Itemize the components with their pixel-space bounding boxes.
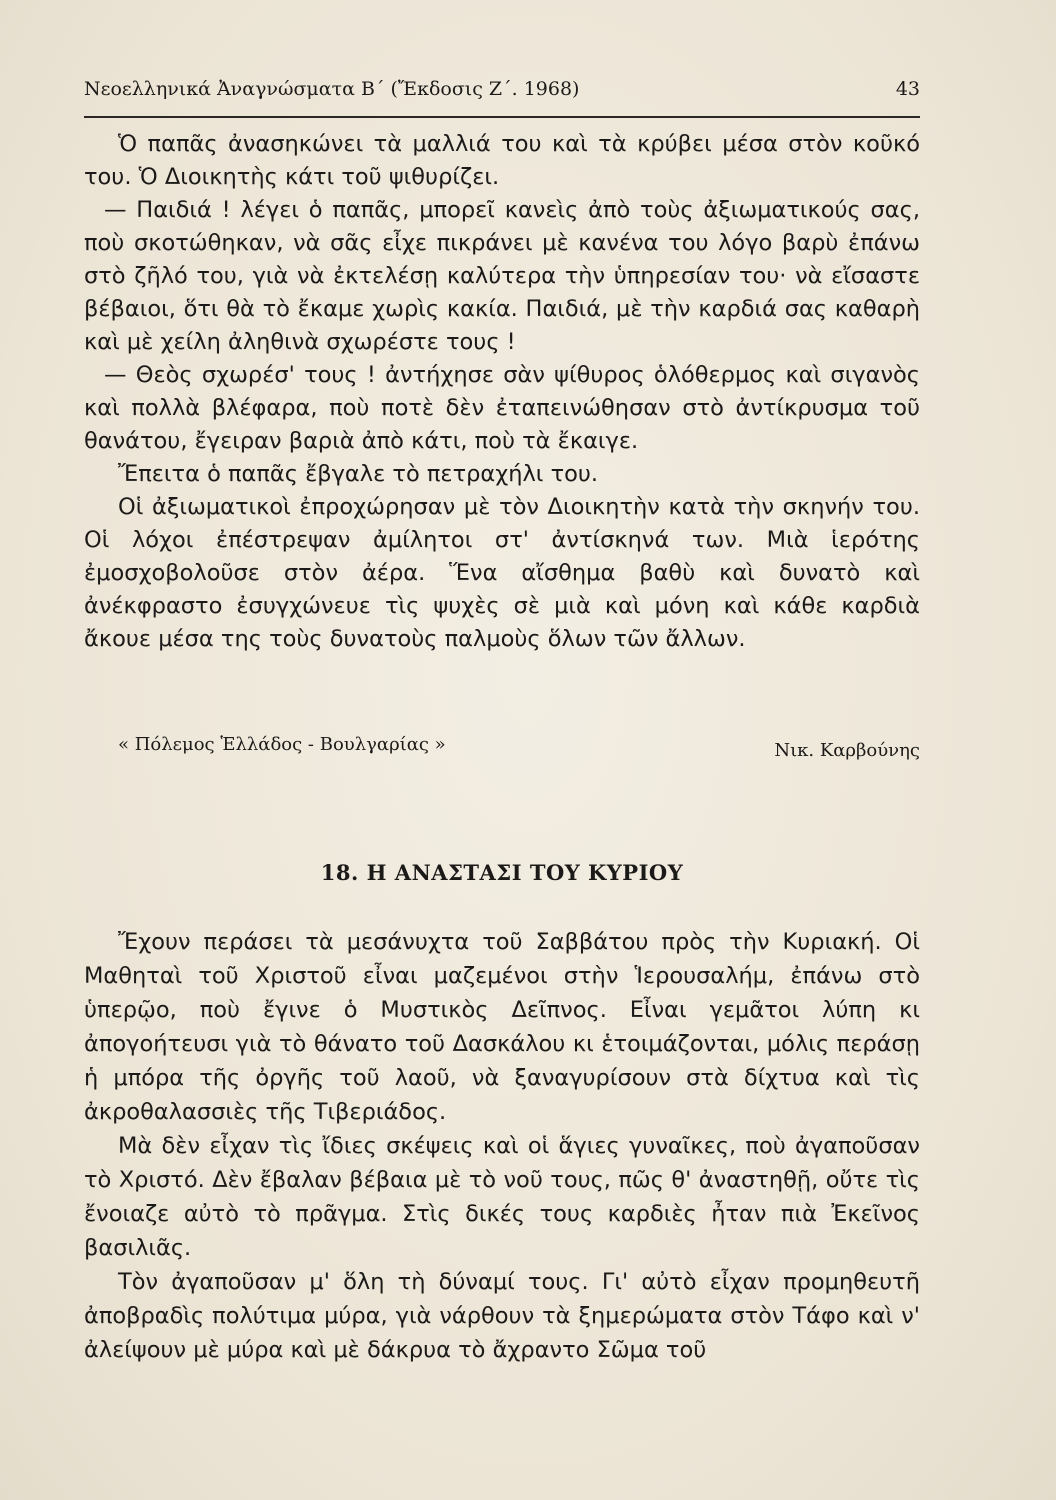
passage-paragraph: Ὁ παπᾶς ἀνασηκώνει τὰ μαλλιά του καὶ τὰ κρύβει μέσα στὸν κοῦκό του. Ὁ Διοικητὴς κάτι τοῦ ψιθυρίζει. bbox=[84, 131, 920, 190]
passage-paragraph: Οἱ ἀξιωματικοὶ ἐπροχώρησαν μὲ τὸν Διοικητὴν κατὰ τὴν σκηνήν του. Οἱ λόχοι ἐπέστρεψαν ἀμίλητοι στ' ἀντίσκηνά των. Μιὰ ἱερότης ἐμοσχοβολοῦσε στὸν ἀέρα. Ἕνα αἴσθημα βαθὺ καὶ δυνατὸ καὶ ἀνέκφραστο ἐσυγχώνευε τὶς ψυχὲς σὲ μιὰ καὶ μόνη καὶ κάθε καρδιὰ ἄκουε μέσα της τοὺς δυνατοὺς παλμοὺς ὅλων τῶν ἄλλων. bbox=[84, 494, 920, 652]
chapter-title: 18. Η ΑΝΑΣΤΑΣΙ ΤΟΥ ΚΥΡΙΟΥ bbox=[320, 860, 684, 885]
passage-paragraph: Ἔπειτα ὁ παπᾶς ἔβγαλε τὸ πετραχήλι του. bbox=[118, 461, 599, 487]
chapter-text bbox=[84, 925, 920, 1367]
header-rule bbox=[84, 116, 920, 118]
passage-paragraph: — Παιδιά ! λέγει ὁ παπᾶς, μπορεῖ κανεὶς ἀπὸ τοὺς ἀξιωματικούς σας, ποὺ σκοτώθηκαν, νὰ σᾶς εἶχε πικράνει μὲ κανένα του λόγο βαρὺ ἐπάνω στὸ ζῆλό του, γιὰ νὰ ἐκτελέσῃ καλύτερα τὴν ὑπηρεσίαν του· νὰ εἴσαστε βέβαιοι, ὅτι θὰ τὸ ἔκαμε χωρὶς κακία. Παιδιά, μὲ τὴν καρδιά σας καθαρὴ καὶ μὲ χείλη ἀληθινὰ σχωρέστε τους ! bbox=[84, 197, 920, 355]
passage-text bbox=[84, 128, 920, 656]
chapter-paragraph: Τὸν ἀγαποῦσαν μ' ὅλη τὴ δύναμί τους. Γι' αὐτὸ εἶχαν προμηθευτῆ ἀποβραδὶς πολύτιμα μύρα, γιὰ νάρθουν τὰ ξημερώματα στὸν Τάφο καὶ ν' ἀλείψουν μὲ μύρα καὶ μὲ δάκρυα τὸ ἄχραντο Σῶμα τοῦ bbox=[84, 1269, 920, 1363]
passage-paragraph: — Θεὸς σχωρέσ' τους ! ἀντήχησε σὰν ψίθυρος ὁλόθερμος καὶ σιγανὸς καὶ πολλὰ βλέφαρα, ποὺ ποτὲ δὲν ἐταπεινώθησαν στὸ ἀντίκρυσμα τοῦ θανάτου, ἔγειραν βαριὰ ἀπὸ κάτι, ποὺ τὰ ἔκαιγε. bbox=[84, 362, 920, 454]
page-number: 43 bbox=[895, 78, 920, 100]
chapter-paragraph: Μὰ δὲν εἶχαν τὶς ἴδιες σκέψεις καὶ οἱ ἅγιες γυναῖκες, ποὺ ἀγαποῦσαν τὸ Χριστό. Δὲν ἔβαλαν βέβαια μὲ τὸ νοῦ τους, πῶς θ' ἀναστηθῇ, οὔτε τὶς ἔνοιαζε αὐτὸ τὸ πρᾶγμα. Στὶς δικές τους καρδιὲς ἦταν πιὰ Ἐκεῖνος βασιλιᾶς. bbox=[84, 1133, 920, 1261]
running-header bbox=[84, 78, 920, 108]
chapter-paragraph: Ἔχουν περάσει τὰ μεσάνυχτα τοῦ Σαββάτου πρὸς τὴν Κυριακή. Οἱ Μαθηταὶ τοῦ Χριστοῦ εἶναι μαζεμένοι στὴν Ἱερουσαλήμ, ἐπάνω στὸ ὑπερῷο, ποὺ ἔγινε ὁ Μυστικὸς Δεῖπνος. Εἶναι γεμᾶτοι λύπη κι ἀπογοήτευσι γιὰ τὸ θάνατο τοῦ Δασκάλου κι ἑτοιμάζονται, μόλις περάσῃ ἡ μπόρα τῆς ὀργῆς τοῦ λαοῦ, νὰ ξαναγυρίσουν στὰ δίχτυα καὶ τὶς ἀκροθαλασσιὲς τῆς Τιβεριάδος. bbox=[84, 929, 920, 1125]
running-header-title: Νεοελληνικά Ἀναγνώσματα Β΄ (Ἔκδοσις Ζ΄. 1968) bbox=[84, 78, 580, 100]
author-name: Νικ. Καρβούνης bbox=[774, 740, 920, 761]
source-title: « Πόλεμος Ἑλλάδος - Βουλγαρίας » bbox=[118, 734, 446, 755]
